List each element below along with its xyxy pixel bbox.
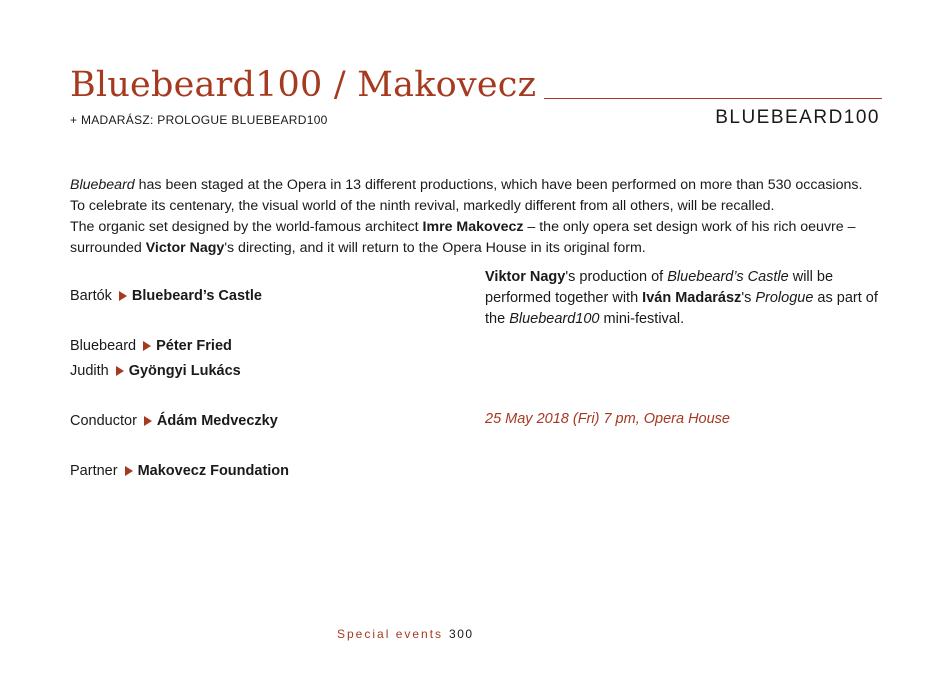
- credit-name: Péter Fried: [156, 338, 232, 354]
- intro-paragraph-3: [70, 217, 885, 259]
- production-note-text: [485, 267, 885, 330]
- note-text: mini-festival.: [599, 311, 685, 327]
- intro-text: [70, 175, 885, 259]
- note-text: will be performed together with: [485, 269, 834, 306]
- arrow-right-icon: [119, 291, 127, 301]
- note-text: 's production of: [565, 269, 668, 285]
- title-row: [70, 64, 882, 106]
- architect-name: Imre Makovecz: [422, 219, 524, 235]
- page-number: 300: [449, 627, 474, 641]
- intro-text-3e: 's directing, and it will return to the Opera House in its original form.: [224, 240, 646, 256]
- credit-role: Partner: [70, 463, 118, 479]
- intro-paragraph-1: [70, 175, 885, 196]
- arrow-right-icon: [144, 416, 152, 426]
- arrow-right-icon: [116, 366, 124, 376]
- arrow-right-icon: [143, 341, 151, 351]
- production-note: [485, 267, 885, 330]
- credit-name: Bluebeard’s Castle: [131, 288, 262, 304]
- page-subtitle: + MADARÁSZ: PROLOGUE BLUEBEARD100: [70, 113, 328, 127]
- footer-section: Special events: [337, 627, 444, 641]
- festival-name: Bluebeard100: [509, 311, 600, 327]
- arrow-right-icon: [125, 466, 133, 476]
- page-footer: [337, 627, 474, 641]
- intro-text-3c: – the only opera set design work of his rich oeuvre – surrounded: [70, 219, 856, 256]
- note-text: 's: [741, 290, 756, 306]
- director-name: Viktor Nagy: [485, 269, 566, 285]
- credit-name: Gyöngyi Lukács: [128, 363, 241, 379]
- credit-role: Conductor: [70, 413, 137, 429]
- intro-italic-title: Bluebeard: [70, 177, 135, 193]
- credit-bluebeard: [70, 336, 232, 357]
- performance-date: 25 May 2018 (Fri) 7 pm, Opera House: [485, 411, 730, 427]
- work-title: Bluebeard’s Castle: [667, 269, 789, 285]
- credit-role: Bluebeard: [70, 338, 137, 354]
- composer-name: Iván Madarász: [642, 290, 742, 306]
- page-title: Bluebeard100 / Makovecz: [70, 65, 537, 105]
- intro-text-1: has been staged at the Opera in 13 different productions, which have been performed on more than 530 occasions.: [134, 177, 863, 193]
- credit-name: Ádám Medveczky: [156, 413, 278, 429]
- credit-role: Bartók: [70, 288, 112, 304]
- credit-conductor: [70, 411, 278, 432]
- intro-text-3a: The organic set designed by the world-famous architect: [70, 219, 423, 235]
- series-label: BLUEBEARD100: [715, 107, 880, 128]
- work-title: Prologue: [755, 290, 814, 306]
- director-name: Victor Nagy: [145, 240, 225, 256]
- title-divider: [544, 98, 882, 99]
- credit-name: Makovecz Foundation: [137, 463, 290, 479]
- credit-role: Judith: [70, 363, 109, 379]
- note-text: as part of the: [485, 290, 878, 327]
- credit-judith: [70, 361, 241, 382]
- credit-work: [70, 286, 262, 307]
- intro-paragraph-2: To celebrate its centenary, the visual world of the ninth revival, markedly different from all others, will be recalled.: [70, 198, 775, 214]
- credit-partner: [70, 461, 289, 482]
